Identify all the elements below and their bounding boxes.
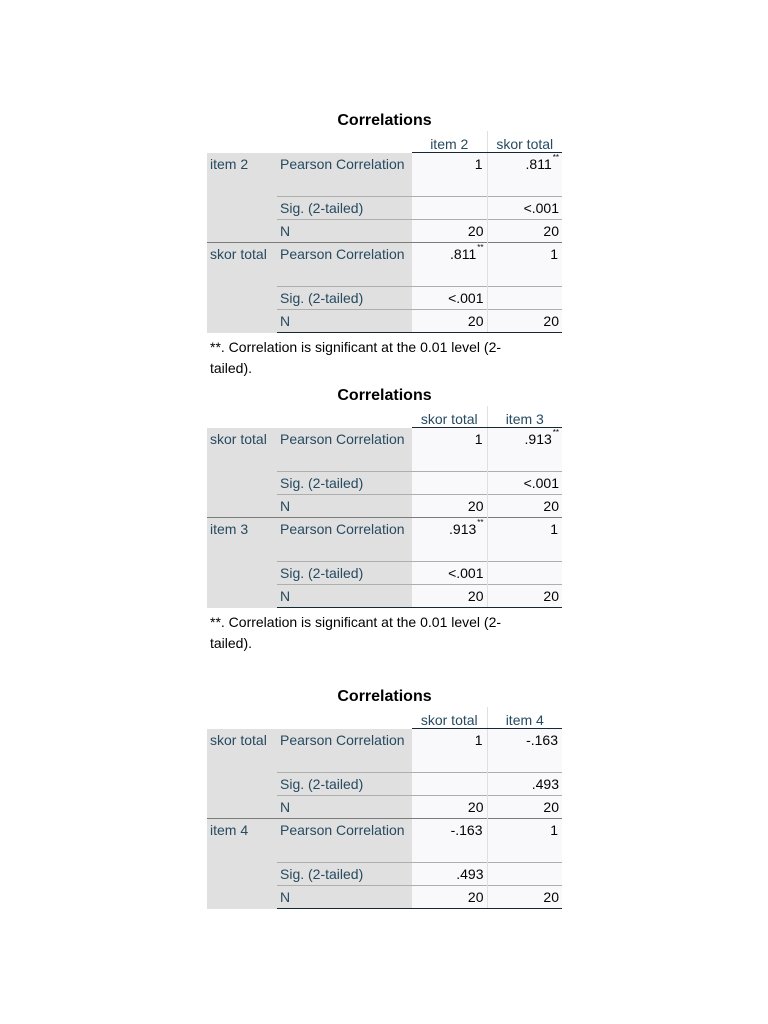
stat-label: Pearson Correlation [277, 428, 412, 472]
cell-value: 1 [412, 428, 487, 472]
table-row [207, 428, 562, 472]
cell-value: -.163 [412, 819, 487, 863]
cell-value: 1 [487, 819, 562, 863]
stat-label: Pearson Correlation [277, 153, 412, 197]
cell-value: 20 [487, 495, 562, 518]
significance-mark: ** [552, 153, 559, 162]
cell-value: .811** [412, 243, 487, 287]
cell-value: .811** [487, 153, 562, 197]
stat-label: Sig. (2-tailed) [277, 197, 412, 220]
header-row [207, 406, 562, 428]
table-row [207, 729, 562, 773]
table-footnote: **. Correlation is significant at the 0.01 level (2-tailed). [210, 339, 502, 376]
table-title: Correlations [337, 387, 432, 404]
cell-value [412, 773, 487, 796]
cell-value: .913** [487, 428, 562, 472]
cell-value: 20 [412, 886, 487, 909]
table-row [207, 243, 562, 287]
cell-value [412, 472, 487, 495]
header-blank [207, 707, 412, 729]
table-title: Correlations [337, 688, 432, 705]
cell-value: 1 [487, 243, 562, 287]
correlations-block-3 [207, 687, 562, 909]
cell-value: 20 [412, 220, 487, 243]
correlations-table [207, 406, 562, 608]
cell-value: 1 [487, 518, 562, 562]
column-header: item 2 [412, 131, 487, 153]
row-variable: skor total [207, 243, 277, 333]
table-row [207, 153, 562, 197]
significance-mark: ** [477, 243, 484, 252]
column-header: skor total [412, 406, 487, 428]
row-variable: item 3 [207, 518, 277, 608]
cell-value: -.163 [487, 729, 562, 773]
cell-value: <.001 [487, 472, 562, 495]
row-variable: skor total [207, 729, 277, 819]
stat-label: N [277, 310, 412, 333]
cell-value [487, 863, 562, 886]
stat-label: N [277, 220, 412, 243]
stat-label: Pearson Correlation [277, 243, 412, 287]
cell-value: 1 [412, 153, 487, 197]
stat-label: Sig. (2-tailed) [277, 863, 412, 886]
cell-value: 1 [412, 729, 487, 773]
row-variable: item 4 [207, 819, 277, 909]
table-footnote: **. Correlation is significant at the 0.01 level (2-tailed). [210, 614, 502, 651]
cell-value: 20 [487, 310, 562, 333]
stat-label: Pearson Correlation [277, 819, 412, 863]
header-row [207, 131, 562, 153]
cell-value: 20 [412, 585, 487, 608]
header-row [207, 707, 562, 729]
cell-value: 20 [487, 220, 562, 243]
correlations-block-2 [207, 386, 562, 654]
cell-value: 20 [487, 886, 562, 909]
cell-value: <.001 [487, 197, 562, 220]
header-blank [207, 406, 412, 428]
stat-label: Sig. (2-tailed) [277, 773, 412, 796]
stat-label: Pearson Correlation [277, 518, 412, 562]
correlations-block-1 [207, 111, 562, 379]
cell-value: 20 [487, 585, 562, 608]
stat-label: N [277, 886, 412, 909]
row-variable: skor total [207, 428, 277, 518]
correlations-table [207, 131, 562, 333]
cell-value: <.001 [412, 287, 487, 310]
cell-value [487, 287, 562, 310]
table-row [207, 518, 562, 562]
stat-label: N [277, 585, 412, 608]
table-title: Correlations [337, 112, 432, 129]
cell-value: 20 [412, 796, 487, 819]
stat-label: Pearson Correlation [277, 729, 412, 773]
row-variable: item 2 [207, 153, 277, 243]
cell-value [487, 562, 562, 585]
correlations-table [207, 707, 562, 909]
stat-label: N [277, 796, 412, 819]
cell-value: 20 [487, 796, 562, 819]
cell-value: 20 [412, 495, 487, 518]
header-blank [207, 131, 412, 153]
significance-mark: ** [552, 428, 559, 437]
cell-value: .493 [487, 773, 562, 796]
significance-mark: ** [477, 518, 484, 527]
stat-label: Sig. (2-tailed) [277, 562, 412, 585]
column-header: item 3 [487, 406, 562, 428]
column-header: skor total [487, 131, 562, 153]
table-row [207, 819, 562, 863]
cell-value: .493 [412, 863, 487, 886]
stat-label: Sig. (2-tailed) [277, 287, 412, 310]
stat-label: N [277, 495, 412, 518]
column-header: skor total [412, 707, 487, 729]
cell-value: .913** [412, 518, 487, 562]
stat-label: Sig. (2-tailed) [277, 472, 412, 495]
cell-value [412, 197, 487, 220]
column-header: item 4 [487, 707, 562, 729]
cell-value: <.001 [412, 562, 487, 585]
cell-value: 20 [412, 310, 487, 333]
